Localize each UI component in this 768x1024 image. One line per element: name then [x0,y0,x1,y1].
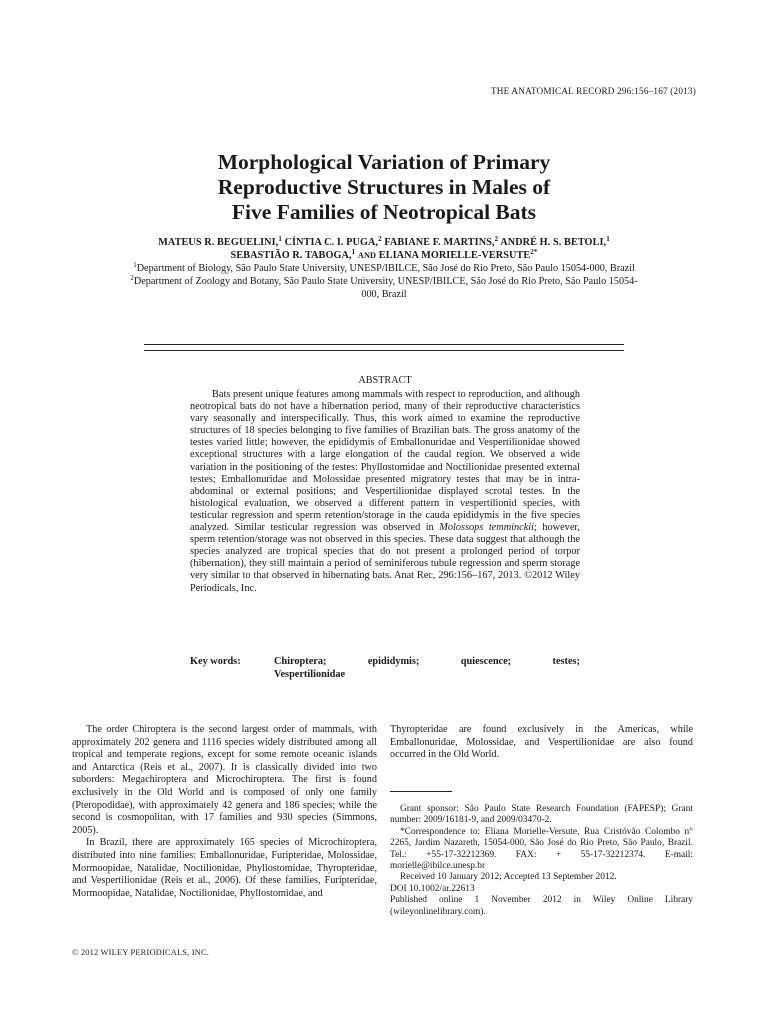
affiliation-number: 2 [130,274,134,282]
received-date: Received 10 January 2012; Accepted 13 September 2012. [400,872,617,883]
abstract-heading: ABSTRACT [358,375,412,386]
correspondence-footnote: *Correspondence to: Eliana Morielle-Versute, Rua Cristóvão Colombo n° 2265, Jardim Nazareth, 15054-000, São José do Rio Preto, São Paulo, Brazil. Tel.: +55-17-32212369. FAX: + 55-17-32212374. E-mail: morielle@ibilce.unesp.br [390,826,693,872]
affiliation-marker: 1 [351,248,356,256]
affiliation-marker: 2 [494,235,499,243]
copyright-footer: © 2012 WILEY PERIODICALS, INC. [72,948,210,957]
keyword: Chiroptera; [274,656,327,667]
affiliation-item [130,275,638,301]
body-paragraph: The order Chiroptera is the second largest order of mammals, with approximately 202 genera and 1116 species widely distributed among all tropical and temperate regions, except for some remote oceanic islands and Antarctica (Reis et al., 2007). It is classically divided into two suborders: Megachiroptera and Microchiroptera. The first is found exclusively in the Old World and is composed of only one family (Pteropodidae), with approximately 42 genera and 186 species; while the second is cosmopolitan, with 17 families and 930 species (Simmons, 2005). [72,724,377,836]
title-line-1: Morphological Variation of Primary [217,150,551,174]
author-list [130,236,638,262]
keywords-values [274,656,580,681]
author-name: FABIANE F. MARTINS, [384,237,495,248]
header-rule-thin [144,350,624,351]
body-paragraph: Thyropteridae are found exclusively in the Americas, while Emballonuridae, Molossidae, and Vespertilionidae are also found occurred in the Old World. [390,724,693,761]
affiliation-marker: 2* [530,248,538,256]
keyword: testes; [552,656,580,667]
author-name: ELIANA MORIELLE-VERSUTE [378,250,531,261]
affiliations [130,262,638,301]
species-name: Molossops temminckii [439,522,534,534]
published-online: Published online 1 November 2012 in Wiley Online Library (wileyonlinelibrary.com). [390,895,693,917]
keywords-label: Key words: [190,656,241,667]
keyword: Vespertilionidae [274,668,346,680]
affiliation-marker: 1 [278,235,282,243]
grant-footnote: Grant sponsor: São Paulo State Research Foundation (FAPESP); Grant number: 2009/16181-9, and 2009/03470-2. [390,804,693,826]
body-paragraph: In Brazil, there are approximately 165 species of Microchiroptera, distributed into nine families: Emballonuridae, Furipteridae, Molossidae, Mormoopidae, Natalidae, Noctilionidae, Phyllostomidae, Thyropteridae, and Vespertilionidae (Reis et al., 2006). Of these families, Furipteridae, Mormoopidae, Natalidae, Noctilionidae, Phyllostomidae, and [72,837,377,899]
keyword: epididymis; [367,656,420,667]
body-column-right [390,724,693,762]
header-rule-thick [144,344,624,345]
doi: DOI 10.1002/ar.22613 [390,883,475,894]
affiliation-number: 1 [133,261,137,269]
title-line-2: Reproductive Structures in Males of [217,175,551,199]
abstract-text [190,389,580,595]
footnote-rule [390,791,452,792]
author-name: CÍNTIA C. I. PUGA, [284,237,379,248]
abstract-part-1: Bats present unique features among mammals with respect to reproduction, and although neotropical bats do not have a hibernation period, many of their reproductive characteristics vary seasonally and interspecifically. Thus, this work aimed to examine the reproductive structures of 18 species belonging to five families of Brazilian bats. The gross anatomy of the testes varied little; however, the epididymis of Emballonuridae and Vespertilionidae showed exceptional structures with a large elongation of the caudal region. We observed a wide variation in the positioning of the testes: Phyllostomidae and Noctilionidae presented external testes; Emballonuridae and Molossidae presented migratory testes that may be in intra-abdominal or external positions; and Vespertilionidae displayed scrotal testes. In the histological evaluation, we observed a different pattern in vespertilionid species, with testicular regression and sperm retention/storage in the cauda epididymis in the five species analyzed. Similar testicular regression was observed in [190,389,580,534]
affiliation-marker: 2 [378,235,382,243]
footnotes [390,804,693,918]
body-column-left [72,724,377,900]
author-name: MATEUS R. BEGUELINI, [158,237,279,248]
author-conjunction: AND [357,251,377,260]
author-name: SEBASTIÃO R. TABOGA, [230,250,352,261]
affiliation-item [130,262,638,275]
abstract-part-2: ; however, sperm retention/storage was not observed in this species. These data suggest that although the species analyzed are tropical species that do not present a prolonged period of torpor (hibernation), they still maintain a period of seminiferous tubule regression and sperm storage very similar to that observed in hibernating bats. Anat Rec, 296:156–167, 2013. ©2012 Wiley Periodicals, Inc. [190,522,580,594]
running-head: THE ANATOMICAL RECORD 296:156–167 (2013) [490,86,696,96]
affiliation-text: Department of Zoology and Botany, São Paulo State University, UNESP/IBILCE, São José do Rio Preto, São Paulo 15054-000, Brazil [133,276,638,300]
author-name: ANDRÉ H. S. BETOLI, [500,237,607,248]
title-line-3: Five Families of Neotropical Bats [231,200,537,224]
article-title [100,150,668,225]
keyword: quiescence; [460,656,512,667]
affiliation-marker: 1 [606,235,610,243]
affiliation-text: Department of Biology, São Paulo State University, UNESP/IBILCE, São José do Rio Preto, São Paulo 15054-000, Brazil [136,263,635,274]
